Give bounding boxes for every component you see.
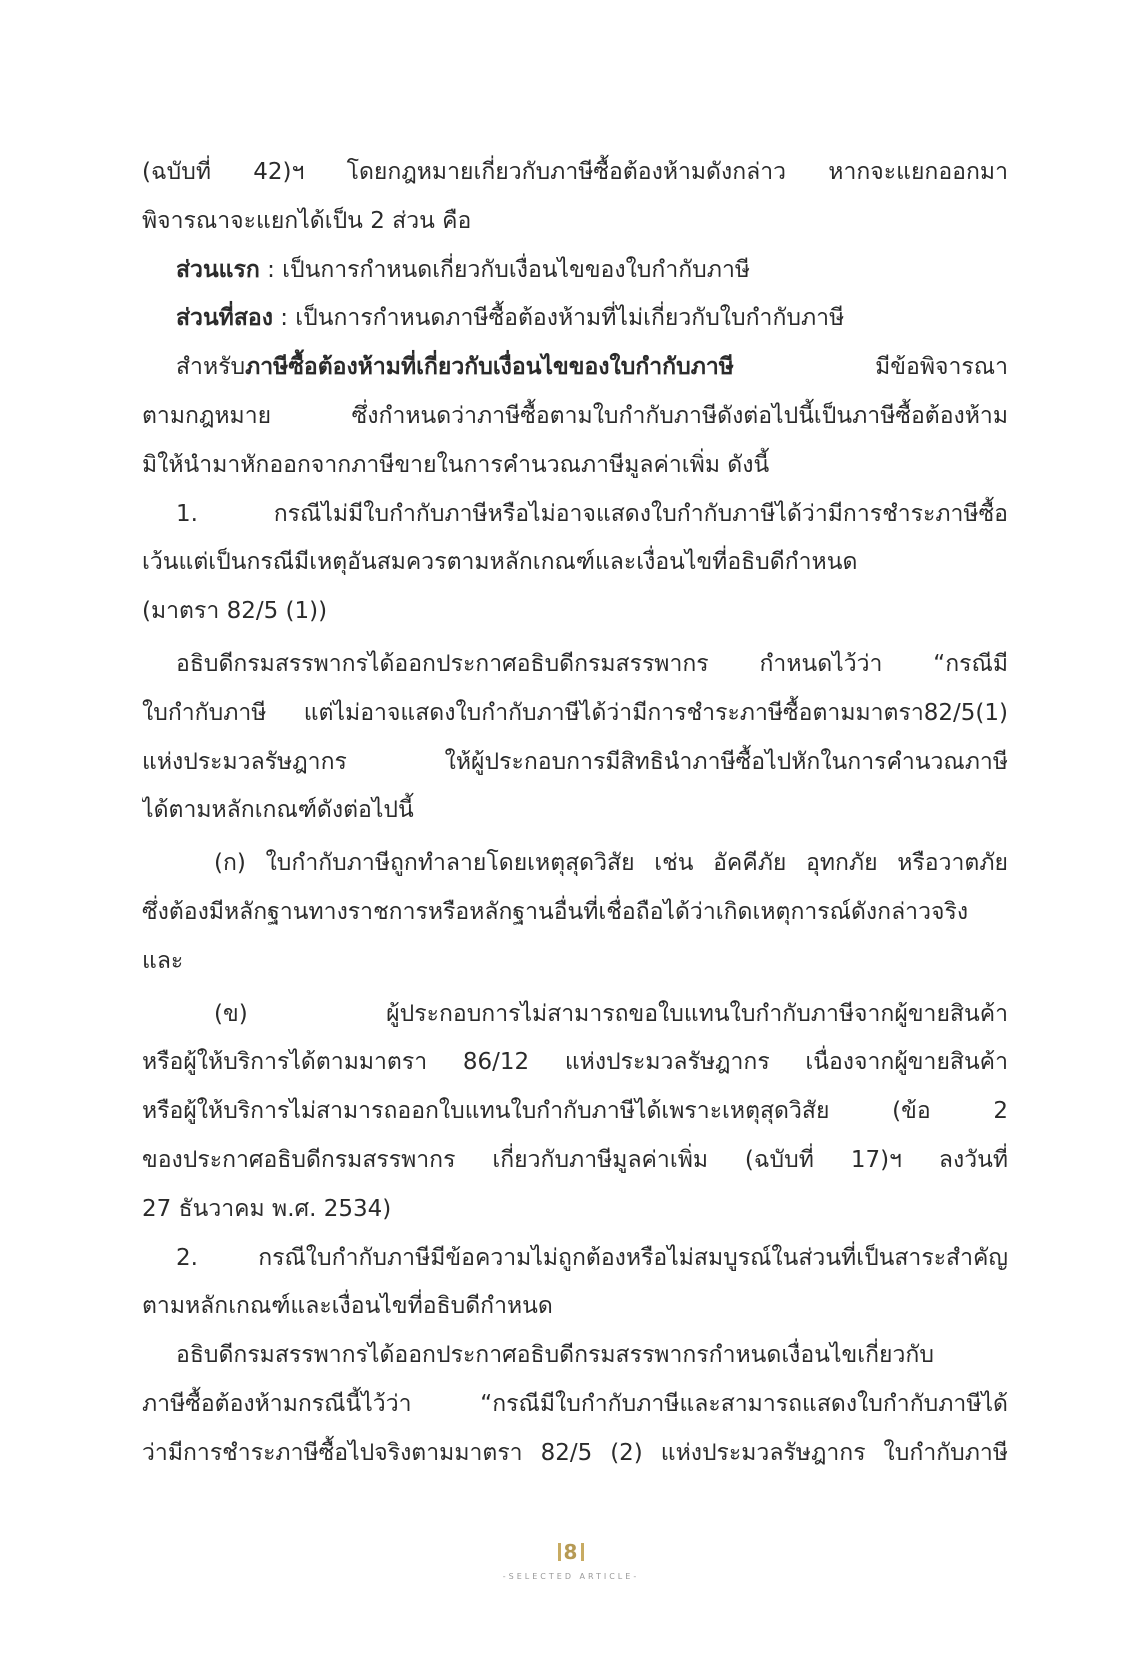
footer-label: -SELECTED ARTICLE- [502, 1572, 640, 1581]
text-line: อธิบดีกรมสรรพากรได้ออกประกาศอธิบดีกรมสรรพากร กำหนดไว้ว่า “กรณีมี [176, 650, 1008, 677]
text-line: และ [142, 947, 184, 974]
text-line: เว้นแต่เป็นกรณีมีเหตุอันสมควรตามหลักเกณฑ์และเงื่อนไขที่อธิบดีกำหนด [142, 549, 858, 576]
text-suffix: มีข้อพิจารณา [733, 354, 1008, 381]
text-line: ว่ามีการชำระภาษีซื้อไปจริงตามมาตรา 82/5 (2) แห่งประมวลรัษฎากร ใบกำกับภาษี [142, 1439, 1008, 1466]
paragraph-announcement [142, 640, 1008, 835]
text-line: 1. กรณีไม่มีใบกำกับภาษีหรือไม่อาจแสดงใบกำกับภาษีได้ว่ามีการชำระภาษีซื้อ [176, 500, 1008, 527]
text-line: ตามกฎหมาย ซึ่งกำหนดว่าภาษีซื้อตามใบกำกับภาษีดังต่อไปนี้เป็นภาษีซื้อต้องห้าม [142, 402, 1008, 429]
page-number-bar-left [558, 1543, 561, 1561]
text-line: ภาษีซื้อต้องห้ามกรณีนี้ไว้ว่า “กรณีมีใบกำกับภาษีและสามารถแสดงใบกำกับภาษีได้ [142, 1390, 1008, 1417]
text-line: ได้ตามหลักเกณฑ์ดังต่อไปนี้ [142, 797, 414, 824]
page-number [0, 1540, 1142, 1564]
text-line: หรือผู้ให้บริการไม่สามารถออกใบแทนใบกำกับภาษีได้เพราะเหตุสุดวิสัย (ข้อ 2 [142, 1098, 1008, 1125]
text-line: ซึ่งต้องมีหลักฐานทางราชการหรือหลักฐานอื่นที่เชื่อถือได้ว่าเกิดเหตุการณ์ดังกล่าวจริง [142, 898, 969, 925]
sub-item-b [142, 990, 1008, 1234]
text-line: ของประกาศอธิบดีกรมสรรพากร เกี่ยวกับภาษีมูลค่าเพิ่ม (ฉบับที่ 17)ฯ ลงวันที่ [142, 1146, 1008, 1173]
text-line: (ฉบับที่ 42)ฯ โดยกฎหมายเกี่ยวกับภาษีซื้อต้องห้ามดังกล่าว หากจะแยกออกมา [142, 159, 1008, 185]
text-line: 2. กรณีใบกำกับภาษีมีข้อความไม่ถูกต้องหรือไม่สมบูรณ์ในส่วนที่เป็นสาระสำคัญ [176, 1244, 1008, 1271]
paragraph-announcement-2 [142, 1331, 1008, 1477]
text-line: พิจารณาจะแยกได้เป็น 2 ส่วน คือ [142, 207, 472, 234]
page-number-bar-right [581, 1543, 584, 1561]
text-line: 27 ธันวาคม พ.ศ. 2534) [142, 1195, 392, 1222]
part-one-text: : เป็นการกำหนดเกี่ยวกับเงื่อนไขของใบกำกับภาษี [259, 256, 751, 283]
text-line: (ข) ผู้ประกอบการไม่สามารถขอใบแทนใบกำกับภาษีจากผู้ขายสินค้า [214, 1000, 1008, 1027]
text-line: แห่งประมวลรัษฎากร ให้ผู้ประกอบการมีสิทธินำภาษีซื้อไปหักในการคำนวณภาษี [142, 748, 1008, 775]
part-two-label: ส่วนที่สอง [176, 305, 273, 332]
paragraph-intro [142, 148, 1008, 246]
part-two-text: : เป็นการกำหนดภาษีซื้อต้องห้ามที่ไม่เกี่ยวกับใบกำกับภาษี [272, 305, 845, 332]
text-line: ตามหลักเกณฑ์และเงื่อนไขที่อธิบดีกำหนด [142, 1293, 553, 1320]
text-line: อธิบดีกรมสรรพากรได้ออกประกาศอธิบดีกรมสรรพากรกำหนดเงื่อนไขเกี่ยวกับ [176, 1342, 934, 1369]
text-line: มิให้นำมาหักออกจากภาษีขายในการคำนวณภาษีมูลค่าเพิ่ม ดังนี้ [142, 451, 770, 478]
text-line: (มาตรา 82/5 (1)) [142, 598, 328, 625]
text-line: ใบกำกับภาษี แต่ไม่อาจแสดงใบกำกับภาษีได้ว่ามีการชำระภาษีซื้อตามมาตรา82/5(1) [142, 699, 1008, 726]
list-item-2 [142, 1234, 1008, 1332]
text-line: (ก) ใบกำกับภาษีถูกทำลายโดยเหตุสุดวิสัย เช่น อัคคีภัย อุทกภัย หรือวาตภัย [214, 850, 1008, 877]
text-prefix: สำหรับ [176, 354, 246, 381]
text-line: หรือผู้ให้บริการได้ตามมาตรา 86/12 แห่งประมวลรัษฎากร เนื่องจากผู้ขายสินค้า [142, 1049, 1008, 1076]
part-one-line [142, 246, 1008, 295]
part-one-label: ส่วนแรก [176, 256, 260, 283]
list-item-1 [142, 490, 1008, 636]
text-line [142, 343, 1008, 392]
sub-item-a [142, 839, 1008, 985]
part-two-line [142, 294, 1008, 343]
article-body [142, 148, 1008, 1478]
page-number-value: 8 [563, 1540, 579, 1564]
paragraph-condition-intro [142, 343, 1008, 489]
emphasis-text: ภาษีซื้อต้องห้ามที่เกี่ยวกับเงื่อนไขของใบกำกับภาษี [245, 354, 734, 381]
